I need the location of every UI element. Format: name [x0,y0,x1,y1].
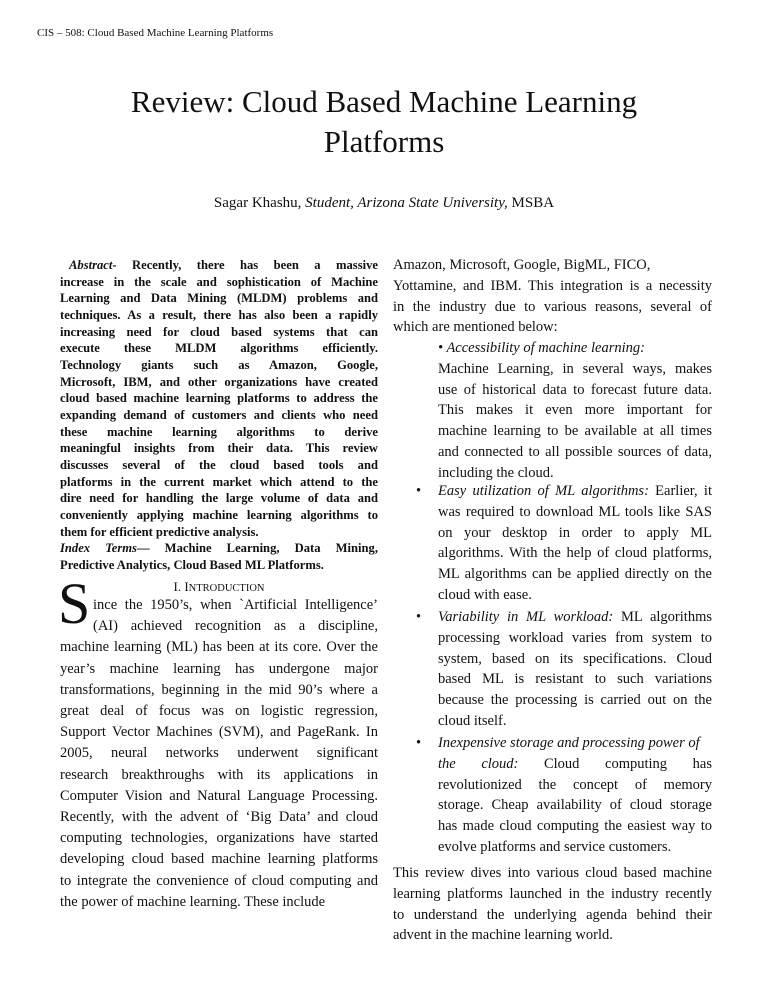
text-line: revolutionized the concept of memory [438,776,712,793]
paper-title [0,82,768,162]
text-line: discusses several of the cloud based tools and [60,457,378,472]
text-line: Technology giants such as Amazon, Google, [60,357,378,372]
title-line: Review: Cloud Based Machine Learning [130,84,638,119]
text-line: conveniently applying machine learning algorithms to [60,507,378,522]
bullet-icon: • [416,609,422,625]
author-degree: MSBA [511,195,555,211]
text-line: Yottamine, and IBM. This integration is a necessity [393,277,712,294]
text-line: learning platforms launched in the industry recently [393,885,712,902]
text-line: these machine learning algorithms to derive [60,424,378,439]
bullet-item [416,733,712,858]
author-line [0,195,768,212]
text-line: This makes it even more important for [438,402,712,419]
text-line: which are mentioned below: [393,319,558,336]
text-line: Microsoft, IBM, and other organizations have created [60,374,378,389]
text-line: computing technologies, organizations have started [60,830,378,847]
author-name: Sagar Khashu, [213,195,302,211]
italic-lead: Index Terms [60,541,137,555]
text-line: to understand the underlying agenda behind their [393,906,712,923]
line-text: — Machine Learning, Data Mining, [136,541,378,555]
text-line: This review dives into various cloud based machine [393,865,712,881]
line-text: Cloud computing has [518,755,712,772]
text-line: execute these MLDM algorithms efficiently. [60,341,378,356]
text-line [438,733,712,754]
drop-cap: S [58,571,91,636]
text-line: cloud itself. [438,712,507,729]
text-line: machine learning (ML) has been at its core. Over the [60,639,378,656]
text-line: dire need for handling the large volume of data and [60,491,378,506]
text-line: Support Vector Machines (SVM), and PageRank. In [60,724,378,741]
text-line: was required to download ML tools like SAS [438,503,712,520]
text-line: platforms in the current market which attend to the [60,474,378,489]
line-text: ML algorithms [613,609,712,625]
text-line: year’s machine learning has undergone major [60,660,378,677]
bullet-item [416,481,712,606]
text-line [438,481,712,502]
introduction-text [60,595,378,913]
text-line: has made cloud computing the easiest way to [438,818,712,835]
text-line [438,338,712,359]
text-line: expanding demand of customers and clients who need [60,407,378,422]
text-line: because the processing is carried out on the [438,692,712,709]
right-intro-text [393,255,712,338]
section-heading-introduction [60,579,378,595]
text-line: the power of machine learning. These include [60,893,326,910]
text-line: Predictive Analytics, Cloud Based ML Platforms. [60,557,324,572]
text-line [438,754,712,775]
bullet-icon: • [416,735,422,751]
text-line: increase in the scale and sophistication of Machine [60,274,378,289]
italic-lead: the cloud: [438,755,519,772]
bullet-item [416,607,712,732]
text-line: 2005, neural networks underwent significant [60,745,378,762]
text-line: ML algorithms can be applied directly on the [438,566,712,583]
author-affiliation: Student, Arizona State University, [305,195,508,211]
text-line: machine learning to be available at all times [438,423,712,440]
italic-lead: Easy utilization of ML algorithms: [438,483,649,499]
italic-lead: • Accessibility of machine learning: [438,340,645,356]
title-line: Platforms [323,124,445,159]
text-line: processing workload varies from system to [438,629,712,646]
text-line: evolve platforms and service customers. [438,838,672,855]
italic-lead: Abstract- [69,258,117,272]
text-line: including the cloud. [438,464,554,481]
text-line: Learning and Data Mining (MLDM) problems and [60,291,378,306]
line-text: Earlier, it [648,483,712,499]
heading-number: I. I [173,579,189,594]
closing-paragraph [393,863,712,946]
text-line: increasing need for cloud based systems that can [60,324,378,339]
bullet-item [438,338,712,484]
text-line: cloud with ease. [438,586,532,603]
text-line: research breakthroughs with its applications in [60,766,378,783]
running-header: CIS – 508: Cloud Based Machine Learning Platforms [37,27,274,39]
text-line [60,540,378,557]
text-line: and connected to all possible sources of data, [438,443,712,460]
text-line: advent in the machine learning world. [393,927,613,944]
bullet-icon: • [416,483,422,499]
line-text: Recently, there has been a massive [116,258,378,272]
text-line: developing cloud based machine learning platforms [60,851,378,868]
text-line: Recently, with the advent of ‘Big Data’ and cloud [60,809,378,826]
text-line: based ML is resistant to such variations [438,671,712,688]
index-terms [60,540,378,573]
text-line [438,607,712,628]
text-line: cloud based machine learning platforms to address the [60,391,378,406]
heading-text: NTRODUCTION [188,583,265,594]
text-line: meaningful insights from their data. This review [60,441,378,456]
text-line [60,257,378,274]
italic-lead: Variability in ML workload: [438,609,614,625]
text-line: Amazon, Microsoft, Google, BigML, FICO, [393,257,651,273]
text-line: them for efficient predictive analysis. [60,524,259,539]
text-line: techniques. As a result, there has also been a rapidly [60,307,378,322]
text-line: storage. Cheap availability of cloud storage [438,797,712,814]
text-line: ince the 1950’s, when `Artificial Intelligence’ [93,597,378,613]
text-line: in the industry due to various reasons, several of [393,298,712,315]
text-line: use of historical data to forecast future data. [438,381,712,398]
text-line: Computer Vision and Natural Language Processing. [60,787,378,804]
text-line: on your desktop in order to apply ML [438,524,712,541]
italic-lead: Inexpensive storage and processing power of [438,735,700,751]
text-line: great deal of focus was on logistic regression, [60,703,378,720]
text-line: (AI) achieved recognition as a discipline, [93,618,378,635]
text-line: Machine Learning, in several ways, makes [438,360,712,377]
text-line: to integrate the convenience of cloud computing and [60,872,378,889]
text-line: transformations, beginning in the mid 90’s where a [60,681,378,698]
text-line: system, based on its specifications. Cloud [438,650,712,667]
abstract [60,257,378,540]
text-line: algorithms. With the help of cloud platforms, [438,545,712,562]
